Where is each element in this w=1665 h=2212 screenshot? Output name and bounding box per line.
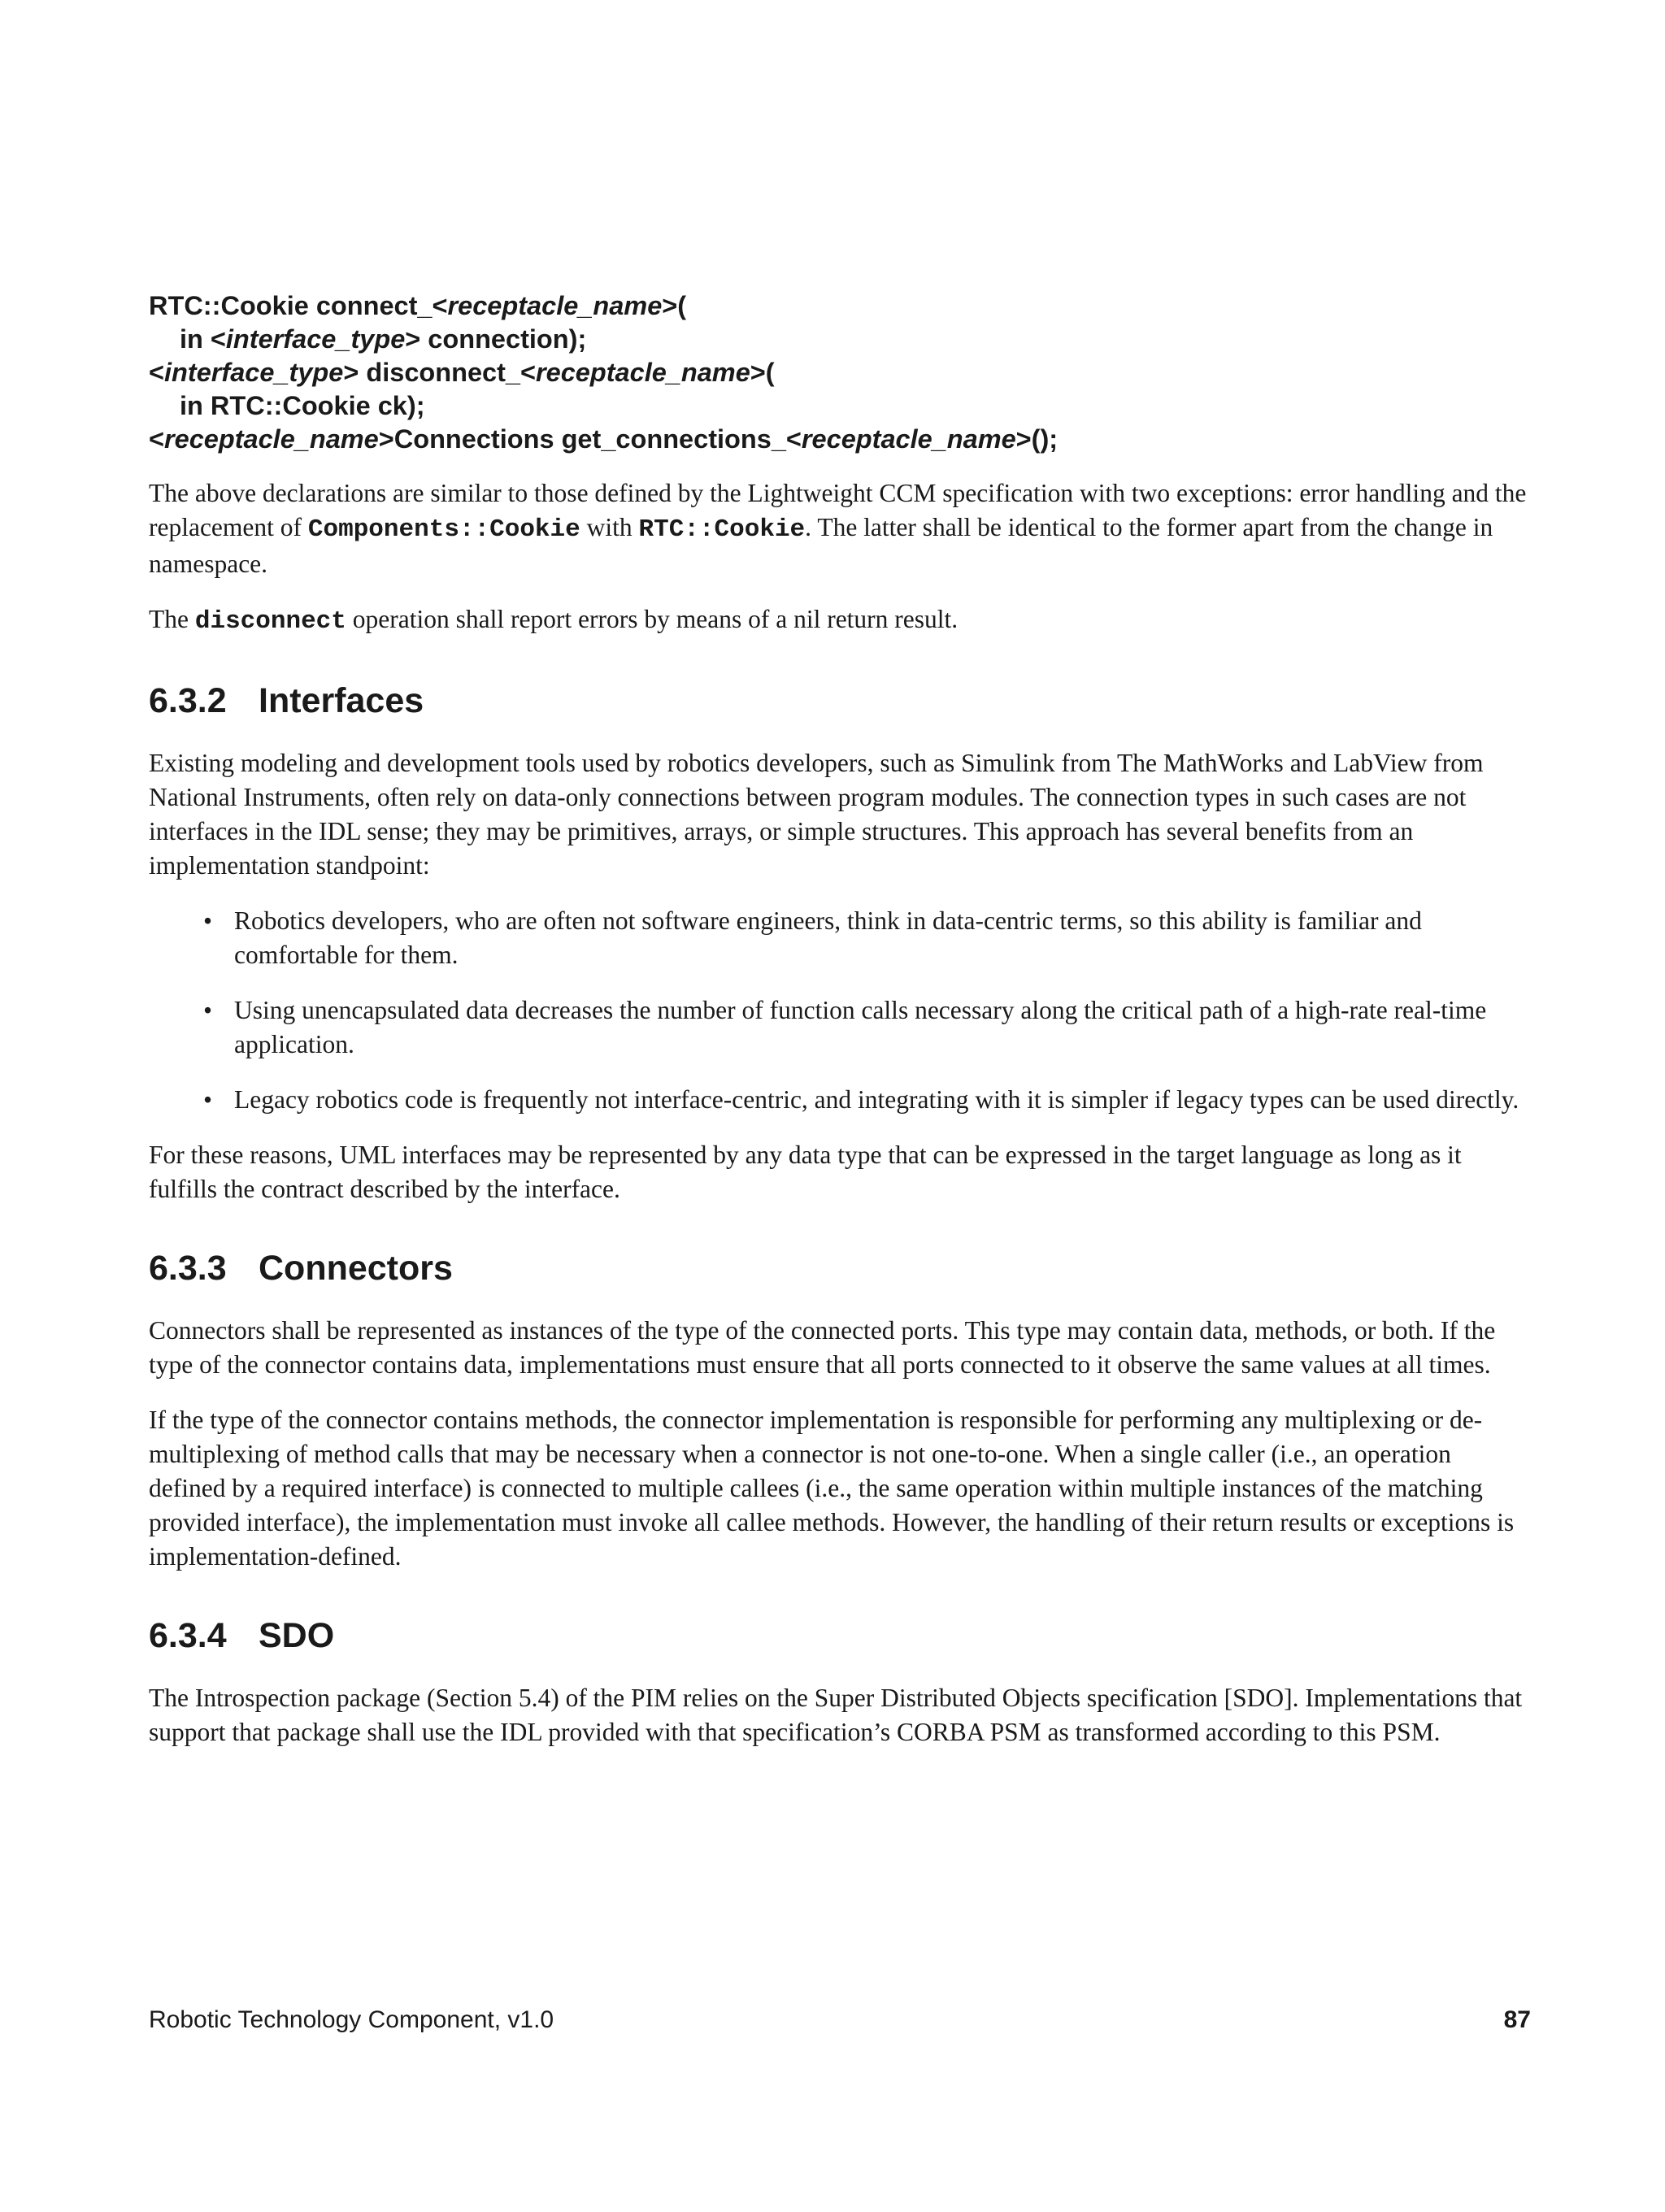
- list-item: • Using unencapsulated data decreases the number of function calls necessary along the critical path of a high-rate real-time application.: [234, 993, 1531, 1062]
- paragraph-interfaces-intro: Existing modeling and development tools used by robotics developers, such as Simulink from The MathWorks and LabView from National Instruments, often rely on data-only connections between program modules. The connection types in such cases are not interfaces in the IDL sense; they may be primitives, arrays, or simple structures. This approach has several benefits from an implementation standpoint:: [149, 749, 1484, 880]
- section-title: Interfaces: [259, 681, 424, 720]
- section-number: 6.3.2: [149, 681, 227, 720]
- bullet-icon: •: [203, 1085, 213, 1114]
- paragraph-declarations: The above declarations are similar to those defined by the Lightweight CCM specification with two exceptions: error handling and the replacement of Components::Cookie with RTC::Cookie. The latter shall be identical to the former apart from the change in namespace.: [149, 479, 1527, 578]
- page-footer: [149, 2002, 1531, 2043]
- inline-code-rtc-cookie: RTC::Cookie: [638, 515, 806, 544]
- code-line-disconnect: <interface_type> disconnect_<receptacle_name>(: [149, 358, 775, 387]
- code-line-connect-param: in <interface_type> connection);: [180, 324, 587, 354]
- benefits-list: [149, 904, 1531, 1117]
- paragraph-connectors-1: Connectors shall be represented as instances of the type of the connected ports. This type may contain data, methods, or both. If the type of the connector contains data, implementations must ensure that all ports connected to it observe the same values at all times.: [149, 1316, 1496, 1379]
- section-heading-sdo: [149, 1614, 1531, 1657]
- page-number: 87: [1503, 2006, 1531, 2033]
- list-item: • Robotics developers, who are often not software engineers, think in data-centric terms, so this ability is familiar and comfortable for them.: [234, 904, 1531, 972]
- section-number: 6.3.3: [149, 1249, 227, 1288]
- inline-code-disconnect: disconnect: [194, 607, 346, 636]
- idl-code-block: [149, 289, 1531, 456]
- code-line-disconnect-param: in RTC::Cookie ck);: [180, 391, 425, 420]
- section-title: SDO: [259, 1616, 335, 1655]
- page-content: [149, 289, 1531, 1771]
- paragraph-sdo: The Introspection package (Section 5.4) of the PIM relies on the Super Distributed Objects specification [SDO]. Implementations that support that package shall use the IDL provided with that specification’s CORBA PSM as transformed according to this PSM.: [149, 1684, 1523, 1746]
- section-title: Connectors: [259, 1249, 453, 1288]
- footer-document-title: Robotic Technology Component, v1.0: [149, 2006, 554, 2033]
- code-line-connect: RTC::Cookie connect_<receptacle_name>(: [149, 291, 687, 320]
- paragraph-disconnect: The disconnect operation shall report errors by means of a nil return result.: [149, 605, 959, 636]
- section-number: 6.3.4: [149, 1616, 227, 1655]
- section-heading-interfaces: [149, 680, 1531, 722]
- list-item: • Legacy robotics code is frequently not interface-centric, and integrating with it is simpler if legacy types can be used directly.: [234, 1083, 1531, 1117]
- inline-code-components-cookie: Components::Cookie: [307, 515, 580, 544]
- section-heading-connectors: [149, 1247, 1531, 1289]
- bullet-icon: •: [203, 906, 213, 935]
- code-line-get-connections: <receptacle_name>Connections get_connections_<receptacle_name>();: [149, 424, 1059, 454]
- bullet-icon: •: [203, 996, 213, 1024]
- paragraph-interfaces-conclusion: For these reasons, UML interfaces may be represented by any data type that can be expressed in the target language as long as it fulfills the contract described by the interface.: [149, 1141, 1462, 1203]
- paragraph-connectors-2: If the type of the connector contains methods, the connector implementation is responsible for performing any multiplexing or de-multiplexing of method calls that may be necessary when a connector is not one-to-one. When a single caller (i.e., an operation defined by a required interface) is connected to multiple callees (i.e., the same operation within multiple instances of the matching provided interface), the implementation must invoke all callee methods. However, the handling of their return results or exceptions is implementation-defined.: [149, 1406, 1515, 1571]
